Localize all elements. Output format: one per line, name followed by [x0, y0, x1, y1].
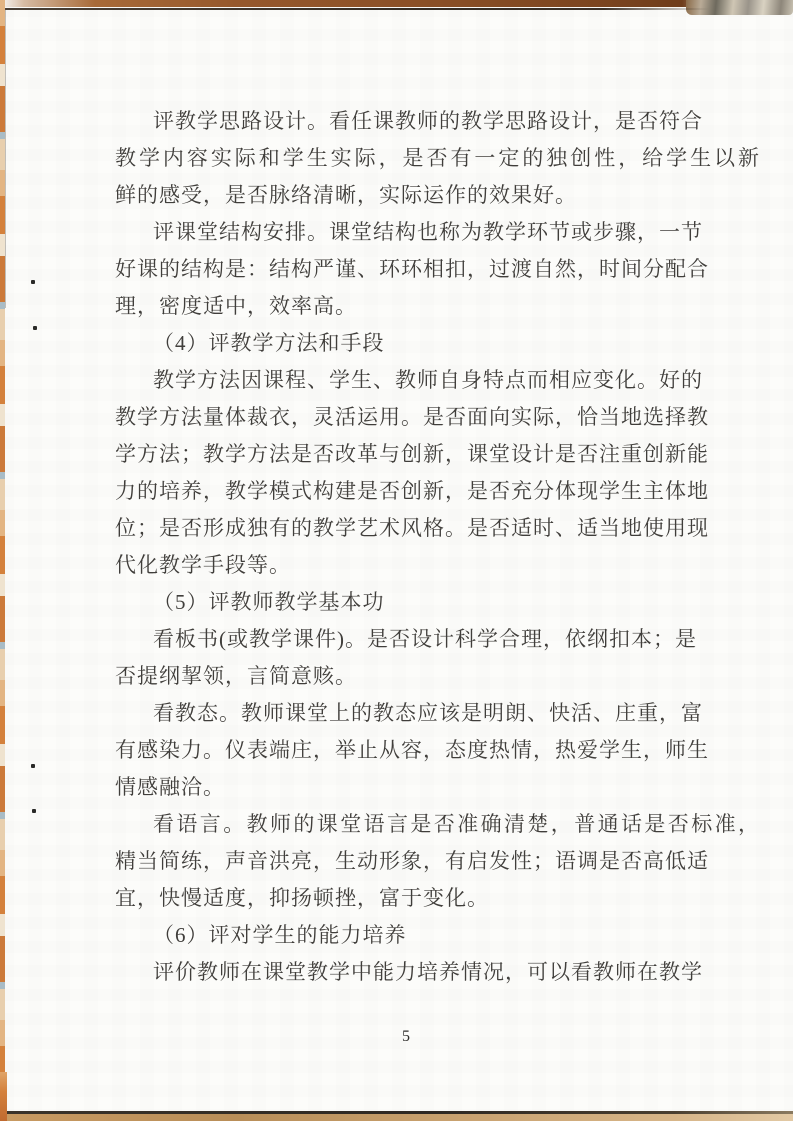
ink-speck: [31, 764, 35, 768]
page-number: 5: [402, 1028, 410, 1045]
text-line: 评课堂结构安排。课堂结构也称为教学环节或步骤，一节: [153, 220, 703, 244]
ink-speck: [33, 326, 37, 330]
text-line: 好课的结构是：结构严谨、环环相扣，过渡自然，时间分配合: [115, 257, 709, 281]
page-left-edge-line: [5, 8, 6, 308]
text-line: 评价教师在课堂教学中能力培养情况，可以看教师在教学: [153, 960, 703, 984]
text-line: 看语言。教师的课堂语言是否准确清楚，普通话是否标准，: [153, 812, 760, 836]
text-line: 教学方法量体裁衣，灵活运用。是否面向实际，恰当地选择教: [115, 405, 709, 429]
text-line: （5）评教师教学基本功: [153, 590, 385, 614]
text-line: 否提纲挈领，言简意赅。: [115, 664, 357, 688]
text-line: 代化教学手段等。: [115, 553, 291, 577]
text-line: 教学内容实际和学生实际，是否有一定的独创性，给学生以新: [115, 146, 760, 170]
text-line: 鲜的感受，是否脉络清晰，实际运作的效果好。: [115, 183, 577, 207]
text-line: 教学方法因课程、学生、教师自身特点而相应变化。好的: [153, 368, 703, 392]
text-line: 精当简练，声音洪亮，生动形象，有启发性；语调是否高低适: [115, 849, 709, 873]
text-line: 宜，快慢适度，抑扬顿挫，富于变化。: [115, 886, 489, 910]
text-line: 看教态。教师课堂上的教态应该是明朗、快活、庄重，富: [153, 701, 703, 725]
text-line: 理，密度适中，效率高。: [115, 294, 357, 318]
text-line: 评教学思路设计。看任课教师的教学思路设计，是否符合: [153, 109, 703, 133]
document-body: [115, 103, 760, 991]
text-line: 有感染力。仪表端庄，举止从容，态度热情，热爱学生，师生: [115, 738, 709, 762]
text-line: 情感融洽。: [115, 775, 225, 799]
scan-edge-bottom: [0, 1114, 793, 1121]
scan-edge-top: [0, 0, 793, 7]
text-line: 力的培养，教学模式构建是否创新，是否充分体现学生主体地: [115, 479, 709, 503]
text-line: （6）评对学生的能力培养: [153, 923, 407, 947]
text-line: 位；是否形成独有的教学艺术风格。是否适时、适当地使用现: [115, 516, 709, 540]
page-top-edge-line: [4, 8, 710, 10]
text-line: （4）评教学方法和手段: [153, 331, 385, 355]
text-line: 学方法；教学方法是否改革与创新，课堂设计是否注重创新能: [115, 442, 709, 466]
text-line: 看板书(或教学课件)。是否设计科学合理，依纲扣本；是: [153, 627, 697, 651]
scan-edge-bottom-left: [0, 1072, 7, 1121]
ink-speck: [31, 280, 35, 284]
ink-speck: [32, 809, 36, 813]
